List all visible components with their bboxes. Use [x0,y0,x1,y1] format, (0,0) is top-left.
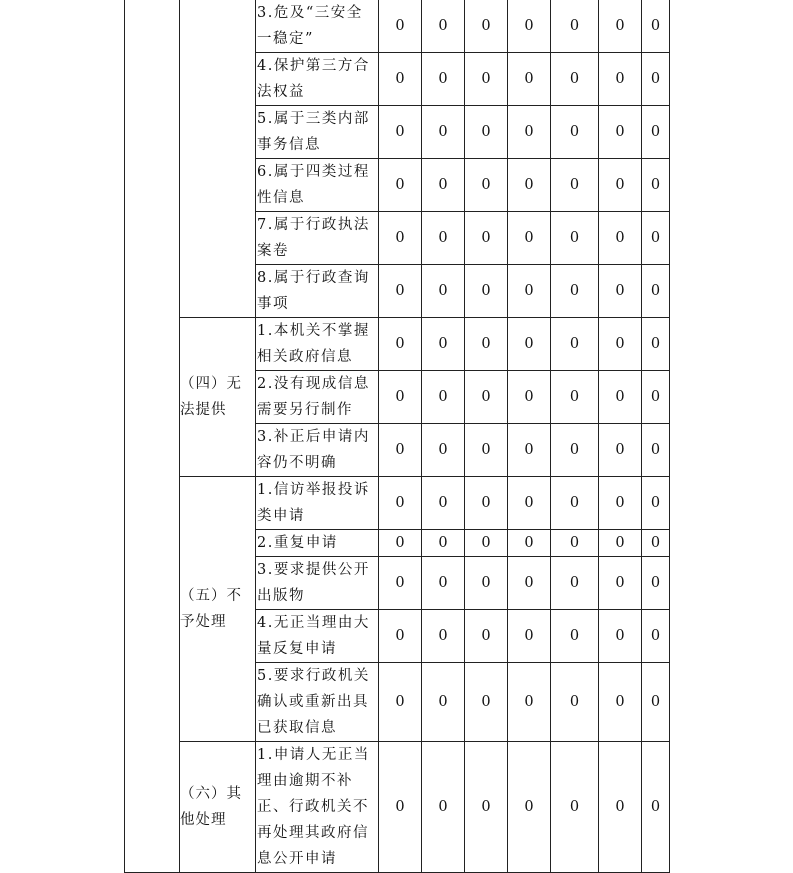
value-cell: 0 [465,106,508,159]
item-label: 1.信访举报投诉类申请 [256,477,379,530]
value-cell: 0 [379,371,422,424]
value-cell: 0 [642,0,670,53]
value-cell: 0 [465,742,508,873]
value-cell: 0 [379,530,422,557]
item-label: 2.重复申请 [256,530,379,557]
value-cell: 0 [508,663,551,742]
value-cell: 0 [508,557,551,610]
value-cell: 0 [551,557,599,610]
value-cell: 0 [642,477,670,530]
value-cell: 0 [551,318,599,371]
value-cell: 0 [465,265,508,318]
value-cell: 0 [422,159,465,212]
value-cell: 0 [422,371,465,424]
item-label: 4.保护第三方合法权益 [256,53,379,106]
table-row [125,0,670,53]
value-cell: 0 [599,106,642,159]
value-cell: 0 [508,265,551,318]
item-label: 3.要求提供公开出版物 [256,557,379,610]
value-cell: 0 [599,53,642,106]
item-label: 4.无正当理由大量反复申请 [256,610,379,663]
value-cell: 0 [642,265,670,318]
value-cell: 0 [379,663,422,742]
value-cell: 0 [422,424,465,477]
value-cell: 0 [642,212,670,265]
value-cell: 0 [508,53,551,106]
table-row [125,318,670,371]
value-cell: 0 [465,663,508,742]
table-body [125,0,670,873]
value-cell: 0 [599,742,642,873]
group-label [180,0,256,318]
value-cell: 0 [642,424,670,477]
value-cell: 0 [599,0,642,53]
value-cell: 0 [508,530,551,557]
value-cell: 0 [379,159,422,212]
value-cell: 0 [508,318,551,371]
value-cell: 0 [379,53,422,106]
value-cell: 0 [642,159,670,212]
value-cell: 0 [422,742,465,873]
value-cell: 0 [508,477,551,530]
value-cell: 0 [599,663,642,742]
value-cell: 0 [599,371,642,424]
value-cell: 0 [551,106,599,159]
value-cell: 0 [465,318,508,371]
item-label: 2.没有现成信息需要另行制作 [256,371,379,424]
value-cell: 0 [551,530,599,557]
table-row [125,742,670,873]
value-cell: 0 [379,106,422,159]
value-cell: 0 [465,53,508,106]
value-cell: 0 [422,0,465,53]
value-cell: 0 [508,742,551,873]
item-label: 3.补正后申请内容仍不明确 [256,424,379,477]
category-outer-cell [125,0,180,873]
group-label: （五）不予处理 [180,477,256,742]
value-cell: 0 [642,53,670,106]
value-cell: 0 [642,663,670,742]
value-cell: 0 [642,530,670,557]
value-cell: 0 [508,0,551,53]
value-cell: 0 [642,557,670,610]
value-cell: 0 [508,371,551,424]
value-cell: 0 [422,663,465,742]
value-cell: 0 [379,265,422,318]
item-label: 6.属于四类过程性信息 [256,159,379,212]
value-cell: 0 [599,265,642,318]
value-cell: 0 [508,424,551,477]
value-cell: 0 [599,477,642,530]
value-cell: 0 [508,212,551,265]
value-cell: 0 [599,212,642,265]
item-label: 5.属于三类内部事务信息 [256,106,379,159]
value-cell: 0 [551,0,599,53]
value-cell: 0 [379,318,422,371]
value-cell: 0 [379,742,422,873]
value-cell: 0 [599,557,642,610]
value-cell: 0 [422,318,465,371]
value-cell: 0 [422,557,465,610]
value-cell: 0 [642,371,670,424]
table-row [125,477,670,530]
value-cell: 0 [551,212,599,265]
value-cell: 0 [599,318,642,371]
value-cell: 0 [379,424,422,477]
value-cell: 0 [508,159,551,212]
value-cell: 0 [551,663,599,742]
value-cell: 0 [422,477,465,530]
value-cell: 0 [422,530,465,557]
value-cell: 0 [422,212,465,265]
value-cell: 0 [599,424,642,477]
value-cell: 0 [422,53,465,106]
value-cell: 0 [465,212,508,265]
value-cell: 0 [379,610,422,663]
value-cell: 0 [465,0,508,53]
value-cell: 0 [465,610,508,663]
value-cell: 0 [379,477,422,530]
item-label: 8.属于行政查询事项 [256,265,379,318]
value-cell: 0 [551,53,599,106]
group-label: （四）无法提供 [180,318,256,477]
value-cell: 0 [465,557,508,610]
disclosure-stats-table [124,0,670,873]
value-cell: 0 [551,477,599,530]
value-cell: 0 [379,0,422,53]
value-cell: 0 [551,424,599,477]
item-label: 5.要求行政机关确认或重新出具已获取信息 [256,663,379,742]
value-cell: 0 [508,106,551,159]
item-label: 3.危及“三安全一稳定” [256,0,379,53]
value-cell: 0 [599,610,642,663]
value-cell: 0 [599,530,642,557]
item-label: 7.属于行政执法案卷 [256,212,379,265]
item-label: 1.申请人无正当理由逾期不补正、行政机关不再处理其政府信息公开申请 [256,742,379,873]
value-cell: 0 [465,159,508,212]
value-cell: 0 [465,477,508,530]
value-cell: 0 [642,106,670,159]
value-cell: 0 [508,610,551,663]
value-cell: 0 [422,610,465,663]
value-cell: 0 [642,610,670,663]
value-cell: 0 [551,159,599,212]
value-cell: 0 [551,265,599,318]
value-cell: 0 [642,742,670,873]
value-cell: 0 [422,265,465,318]
value-cell: 0 [551,371,599,424]
group-label: （六）其他处理 [180,742,256,873]
value-cell: 0 [551,610,599,663]
value-cell: 0 [379,212,422,265]
value-cell: 0 [551,742,599,873]
value-cell: 0 [465,530,508,557]
value-cell: 0 [379,557,422,610]
value-cell: 0 [465,424,508,477]
value-cell: 0 [422,106,465,159]
value-cell: 0 [642,318,670,371]
value-cell: 0 [465,371,508,424]
item-label: 1.本机关不掌握相关政府信息 [256,318,379,371]
value-cell: 0 [599,159,642,212]
